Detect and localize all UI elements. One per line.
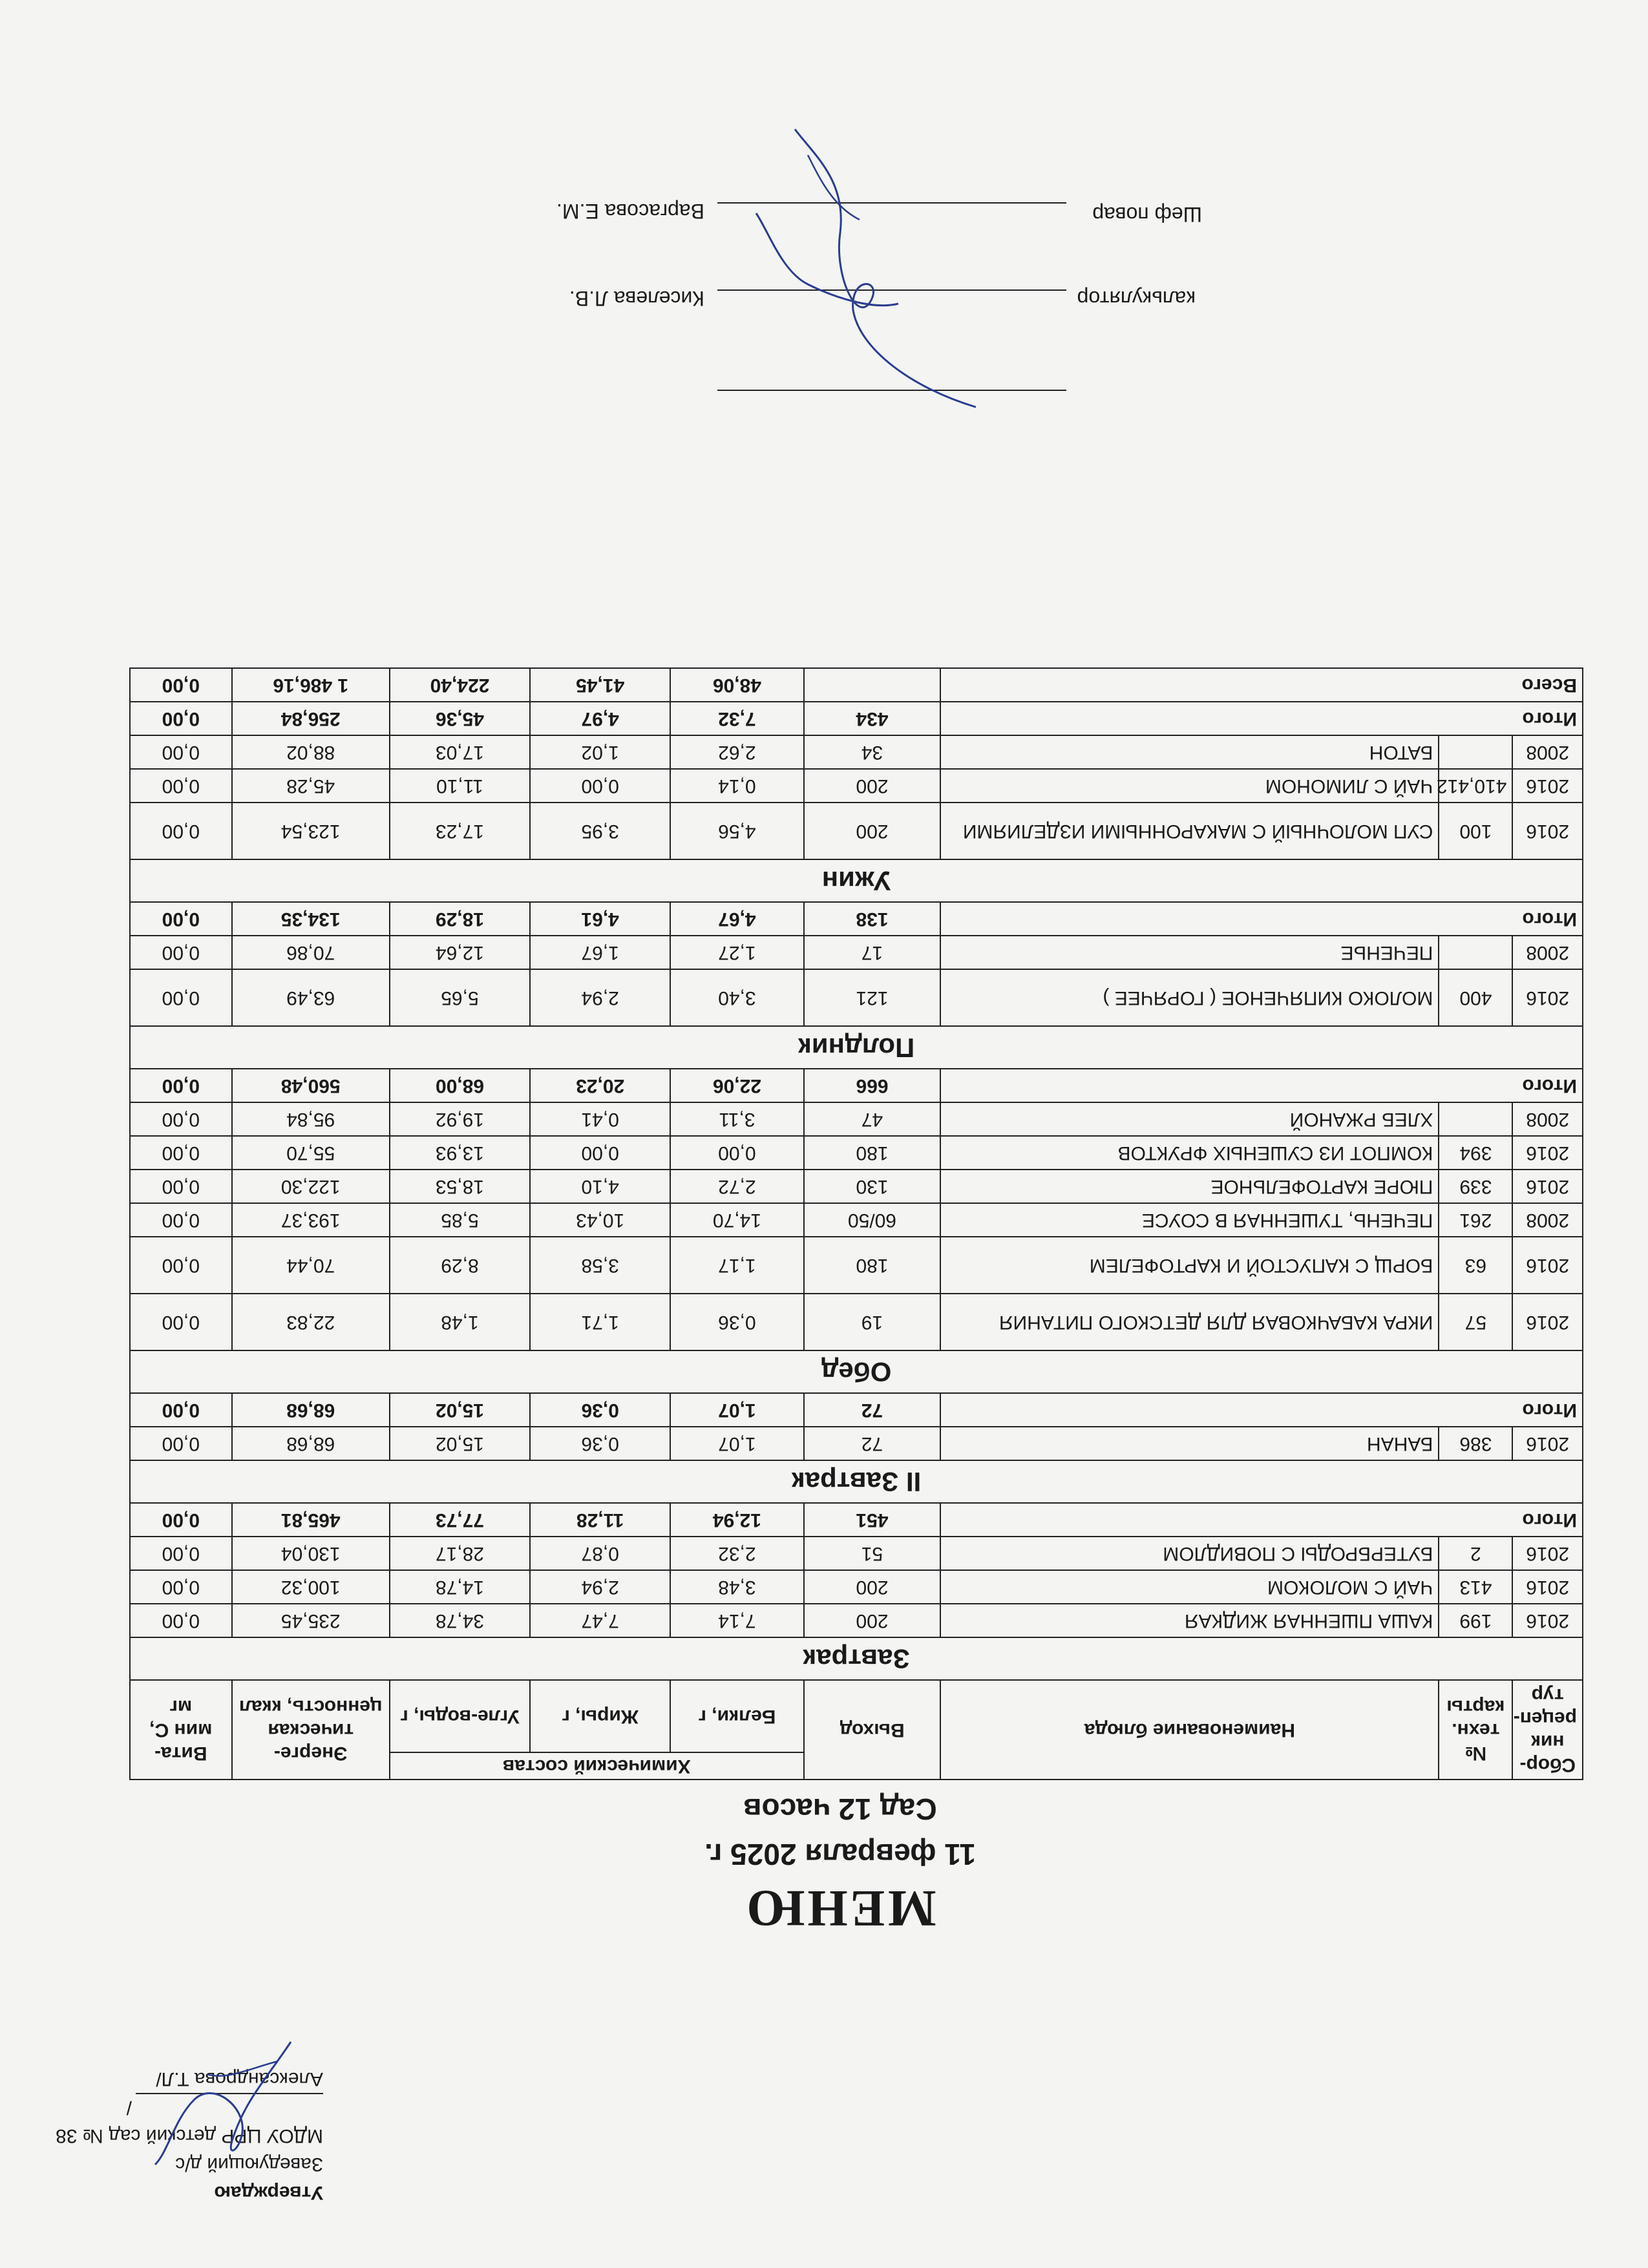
total-label: Итого (940, 1503, 1583, 1537)
cell-carbs: 11,10 (390, 769, 530, 803)
total-label: Итого (940, 902, 1583, 936)
approval-position: Заведующий д/с (175, 2154, 323, 2175)
table-row (130, 1294, 1583, 1350)
total-output: 666 (804, 1069, 941, 1102)
cell-card: 63 (1439, 1237, 1512, 1294)
cell-energy: 235,45 (232, 1604, 390, 1637)
col-dish-name: Наименование блюда (940, 1680, 1439, 1780)
cell-vitamin-c: 0,00 (130, 1537, 232, 1570)
cell-output: 19 (804, 1294, 941, 1350)
grand-total-protein: 48,06 (670, 668, 803, 702)
cell-fat: 2,94 (530, 969, 670, 1026)
col-carbs: Угле-воды, г (390, 1680, 530, 1752)
cell-output: 200 (804, 769, 941, 803)
cell-fat: 0,87 (530, 1537, 670, 1570)
cell-energy: 55,70 (232, 1136, 390, 1170)
cell-carbs: 1,48 (390, 1294, 530, 1350)
cell-protein: 0,36 (670, 1294, 803, 1350)
cell-fat: 4,10 (530, 1170, 670, 1203)
total-vitamin-c: 0,00 (130, 1503, 232, 1537)
grand-total-carbs: 224,40 (390, 668, 530, 702)
cell-fat: 10,43 (530, 1203, 670, 1237)
section-title: Полдник (130, 1026, 1583, 1069)
cell-output: 200 (804, 1570, 941, 1604)
footer-signature-icon (717, 116, 989, 426)
table-row (130, 1170, 1583, 1203)
cell-collection: 2008 (1512, 1102, 1583, 1136)
total-output: 138 (804, 902, 941, 936)
cell-card (1439, 1102, 1512, 1136)
cell-vitamin-c: 0,00 (130, 969, 232, 1026)
total-fat: 20,23 (530, 1069, 670, 1102)
cell-vitamin-c: 0,00 (130, 1237, 232, 1294)
total-carbs: 45,36 (390, 702, 530, 735)
cell-dish-name: ХЛЕБ РЖАНОЙ (940, 1102, 1439, 1136)
table-row (130, 769, 1583, 803)
cell-carbs: 5,65 (390, 969, 530, 1026)
total-fat: 4,97 (530, 702, 670, 735)
cell-output: 180 (804, 1237, 941, 1294)
approval-organization: МДОУ ЦРР детский сад № 38 (56, 2125, 323, 2147)
cell-vitamin-c: 0,00 (130, 735, 232, 769)
cell-protein: 1,17 (670, 1237, 803, 1294)
total-energy: 256,84 (232, 702, 390, 735)
total-fat: 11,28 (530, 1503, 670, 1537)
cell-energy: 88,02 (232, 735, 390, 769)
table-row (130, 969, 1583, 1026)
cell-collection: 2016 (1512, 1237, 1583, 1294)
col-protein: Белки, г (670, 1680, 803, 1752)
cell-carbs: 8,29 (390, 1237, 530, 1294)
total-protein: 12,94 (670, 1503, 803, 1537)
col-fat: Жиры, г (530, 1680, 670, 1752)
cell-fat: 3,95 (530, 803, 670, 859)
cell-collection: 2016 (1512, 1537, 1583, 1570)
cell-carbs: 15,02 (390, 1427, 530, 1460)
total-row (130, 1393, 1583, 1427)
cell-vitamin-c: 0,00 (130, 1170, 232, 1203)
col-chem-composition: Химический состав (390, 1752, 804, 1780)
total-carbs: 77,73 (390, 1503, 530, 1537)
cell-card: 199 (1439, 1604, 1512, 1637)
cell-fat: 1,02 (530, 735, 670, 769)
cell-card: 261 (1439, 1203, 1512, 1237)
cell-output: 34 (804, 735, 941, 769)
section-row (130, 859, 1583, 902)
cell-output: 200 (804, 1604, 941, 1637)
cell-dish-name: ЧАЙ С МОЛОКОМ (940, 1570, 1439, 1604)
total-vitamin-c: 0,00 (130, 702, 232, 735)
cell-vitamin-c: 0,00 (130, 1102, 232, 1136)
cell-output: 60/50 (804, 1203, 941, 1237)
cell-protein: 3,40 (670, 969, 803, 1026)
calculator-name: Киселева Л.В. (569, 287, 704, 310)
cell-fat: 0,36 (530, 1427, 670, 1460)
cell-carbs: 5,85 (390, 1203, 530, 1237)
cell-vitamin-c: 0,00 (130, 1294, 232, 1350)
total-label: Итого (940, 1393, 1583, 1427)
cell-energy: 22,83 (232, 1294, 390, 1350)
cell-collection: 2016 (1512, 1570, 1583, 1604)
cell-energy: 193,37 (232, 1203, 390, 1237)
grand-total-vitamin-c: 0,00 (130, 668, 232, 702)
menu-table-body (130, 668, 1583, 1680)
cell-vitamin-c: 0,00 (130, 1570, 232, 1604)
cell-card (1439, 735, 1512, 769)
total-carbs: 68,00 (390, 1069, 530, 1102)
total-carbs: 15,02 (390, 1393, 530, 1427)
total-energy: 134,35 (232, 902, 390, 936)
section-row (130, 1460, 1583, 1503)
grand-total-label: Всего (940, 668, 1583, 702)
total-carbs: 18,29 (390, 902, 530, 936)
header-row (130, 1752, 1583, 1780)
menu-date: 11 февраля 2025 г. (704, 1838, 976, 1871)
total-row (130, 1069, 1583, 1102)
cell-collection: 2016 (1512, 1170, 1583, 1203)
cell-vitamin-c: 0,00 (130, 1427, 232, 1460)
total-protein: 4,67 (670, 902, 803, 936)
cell-protein: 0,00 (670, 1136, 803, 1170)
cell-collection: 2016 (1512, 1136, 1583, 1170)
cell-fat: 1,71 (530, 1294, 670, 1350)
cell-carbs: 28,17 (390, 1537, 530, 1570)
cell-protein: 2,62 (670, 735, 803, 769)
total-output: 434 (804, 702, 941, 735)
cell-card: 57 (1439, 1294, 1512, 1350)
col-card: № техн. карты (1439, 1680, 1512, 1780)
cell-card: 339 (1439, 1170, 1512, 1203)
cell-energy: 70,44 (232, 1237, 390, 1294)
cell-protein: 7,14 (670, 1604, 803, 1637)
cell-output: 121 (804, 969, 941, 1026)
cell-fat: 0,00 (530, 769, 670, 803)
cell-output: 130 (804, 1170, 941, 1203)
col-energy: Энерге-тическая ценность, ккал (232, 1680, 390, 1780)
cell-protein: 4,56 (670, 803, 803, 859)
table-row (130, 1203, 1583, 1237)
section-title: Завтрак (130, 1637, 1583, 1680)
cell-energy: 122,30 (232, 1170, 390, 1203)
cell-protein: 3,48 (670, 1570, 803, 1604)
col-vitamin-c: Вита-мин С, мг (130, 1680, 232, 1780)
table-row (130, 1102, 1583, 1136)
cell-carbs: 18,53 (390, 1170, 530, 1203)
total-fat: 0,36 (530, 1393, 670, 1427)
cell-protein: 3,11 (670, 1102, 803, 1136)
cell-protein: 1,07 (670, 1427, 803, 1460)
cell-dish-name: СУП МОЛОЧНЫЙ С МАКАРОННЫМИ ИЗДЕЛИЯМИ (940, 803, 1439, 859)
cell-card: 400 (1439, 969, 1512, 1026)
table-row (130, 1604, 1583, 1637)
cell-carbs: 12,64 (390, 936, 530, 969)
total-vitamin-c: 0,00 (130, 1393, 232, 1427)
cell-energy: 45,28 (232, 769, 390, 803)
total-row (130, 902, 1583, 936)
cell-dish-name: ПЮРЕ КАРТОФЕЛЬНОЕ (940, 1170, 1439, 1203)
total-label: Итого (940, 702, 1583, 735)
page-title: МЕНЮ (744, 1880, 936, 1937)
grand-total-fat: 41,45 (530, 668, 670, 702)
approval-signature-icon (136, 2022, 304, 2178)
section-title: Обед (130, 1350, 1583, 1393)
cell-dish-name: КОМПОТ ИЗ СУШЕНЫХ ФРУКТОВ (940, 1136, 1439, 1170)
menu-table (129, 667, 1583, 1780)
cell-card: 413 (1439, 1570, 1512, 1604)
cell-protein: 2,32 (670, 1537, 803, 1570)
cell-vitamin-c: 0,00 (130, 1136, 232, 1170)
chef-role: Шеф повар (1092, 203, 1202, 226)
cell-output: 180 (804, 1136, 941, 1170)
cell-energy: 63,49 (232, 969, 390, 1026)
cell-output: 47 (804, 1102, 941, 1136)
calculator-role: калькулятор (1077, 287, 1196, 310)
cell-carbs: 17,23 (390, 803, 530, 859)
grand-total-output (804, 668, 941, 702)
cell-protein: 14,70 (670, 1203, 803, 1237)
cell-protein: 2,72 (670, 1170, 803, 1203)
cell-dish-name: БАТОН (940, 735, 1439, 769)
cell-dish-name: ПЕЧЕНЬ, ТУШЕННАЯ В СОУСЕ (940, 1203, 1439, 1237)
cell-output: 17 (804, 936, 941, 969)
total-label: Итого (940, 1069, 1583, 1102)
cell-fat: 1,67 (530, 936, 670, 969)
cell-card: 2 (1439, 1537, 1512, 1570)
cell-vitamin-c: 0,00 (130, 1203, 232, 1237)
cell-protein: 0,14 (670, 769, 803, 803)
cell-collection: 2016 (1512, 969, 1583, 1026)
cell-collection: 2016 (1512, 803, 1583, 859)
section-title: II Завтрак (130, 1460, 1583, 1503)
cell-collection: 2008 (1512, 936, 1583, 969)
cell-card: 410,412 (1439, 769, 1512, 803)
cell-card: 386 (1439, 1427, 1512, 1460)
table-row (130, 735, 1583, 769)
table-row (130, 1570, 1583, 1604)
total-energy: 68,68 (232, 1393, 390, 1427)
cell-carbs: 17,03 (390, 735, 530, 769)
cell-collection: 2016 (1512, 1604, 1583, 1637)
cell-collection: 2016 (1512, 1427, 1583, 1460)
table-row (130, 936, 1583, 969)
total-output: 72 (804, 1393, 941, 1427)
cell-dish-name: ЧАЙ С ЛИМОНОМ (940, 769, 1439, 803)
cell-vitamin-c: 0,00 (130, 803, 232, 859)
cell-carbs: 13,93 (390, 1136, 530, 1170)
table-row (130, 1537, 1583, 1570)
grand-total-row (130, 668, 1583, 702)
total-row (130, 1503, 1583, 1537)
cell-fat: 0,41 (530, 1102, 670, 1136)
col-output: Выход (804, 1680, 941, 1780)
grand-total-energy: 1 486,16 (232, 668, 390, 702)
cell-collection: 2008 (1512, 735, 1583, 769)
cell-collection: 2016 (1512, 769, 1583, 803)
cell-dish-name: ИКРА КАБАЧКОВАЯ ДЛЯ ДЕТСКОГО ПИТАНИЯ (940, 1294, 1439, 1350)
cell-card (1439, 936, 1512, 969)
cell-dish-name: КАША ПШЕННАЯ ЖИДКАЯ (940, 1604, 1439, 1637)
cell-dish-name: БАНАН (940, 1427, 1439, 1460)
total-vitamin-c: 0,00 (130, 1069, 232, 1102)
section-row (130, 1637, 1583, 1680)
chef-name: Варгасова Е.М. (556, 200, 704, 223)
cell-dish-name: МОЛОКО КИПЯЧЕНОЕ ( ГОРЯЧЕЕ ) (940, 969, 1439, 1026)
cell-output: 51 (804, 1537, 941, 1570)
total-protein: 7,32 (670, 702, 803, 735)
cell-output: 200 (804, 803, 941, 859)
cell-fat: 3,58 (530, 1237, 670, 1294)
cell-energy: 100,32 (232, 1570, 390, 1604)
approval-name: /Александрова Т.Л/ (126, 2068, 323, 2118)
total-energy: 560,48 (232, 1069, 390, 1102)
section-row (130, 1026, 1583, 1069)
table-row (130, 1427, 1583, 1460)
title-block (485, 1787, 1196, 1938)
total-protein: 22,06 (670, 1069, 803, 1102)
cell-energy: 95,84 (232, 1102, 390, 1136)
cell-fat: 0,00 (530, 1136, 670, 1170)
section-row (130, 1350, 1583, 1393)
cell-card: 100 (1439, 803, 1512, 859)
cell-carbs: 34,78 (390, 1604, 530, 1637)
cell-protein: 1,27 (670, 936, 803, 969)
table-row (130, 1237, 1583, 1294)
cell-energy: 123,54 (232, 803, 390, 859)
total-fat: 4,61 (530, 902, 670, 936)
cell-dish-name: БОРЩ С КАПУСТОЙ И КАРТОФЕЛЕМ (940, 1237, 1439, 1294)
total-protein: 1,07 (670, 1393, 803, 1427)
cell-card: 394 (1439, 1136, 1512, 1170)
cell-collection: 2016 (1512, 1294, 1583, 1350)
cell-carbs: 14,78 (390, 1570, 530, 1604)
cell-energy: 70,86 (232, 936, 390, 969)
section-title: Ужин (130, 859, 1583, 902)
cell-output: 72 (804, 1427, 941, 1460)
approval-title: Утверждаю (214, 2182, 323, 2203)
total-output: 451 (804, 1503, 941, 1537)
cell-vitamin-c: 0,00 (130, 1604, 232, 1637)
cell-vitamin-c: 0,00 (130, 769, 232, 803)
cell-energy: 68,68 (232, 1427, 390, 1460)
cell-dish-name: БУТЕРБРОДЫ С ПОВИДЛОМ (940, 1537, 1439, 1570)
table-row (130, 1136, 1583, 1170)
table-row (130, 803, 1583, 859)
total-vitamin-c: 0,00 (130, 902, 232, 936)
cell-vitamin-c: 0,00 (130, 936, 232, 969)
cell-energy: 130,04 (232, 1537, 390, 1570)
cell-carbs: 19,92 (390, 1102, 530, 1136)
menu-subtitle: Сад 12 часов (743, 1792, 937, 1826)
total-row (130, 702, 1583, 735)
col-collection: Сбор-ник рецеп-тур (1512, 1680, 1583, 1780)
cell-collection: 2008 (1512, 1203, 1583, 1237)
cell-dish-name: ПЕЧЕНЬЕ (940, 936, 1439, 969)
total-energy: 465,81 (232, 1503, 390, 1537)
cell-fat: 2,94 (530, 1570, 670, 1604)
cell-fat: 7,47 (530, 1604, 670, 1637)
